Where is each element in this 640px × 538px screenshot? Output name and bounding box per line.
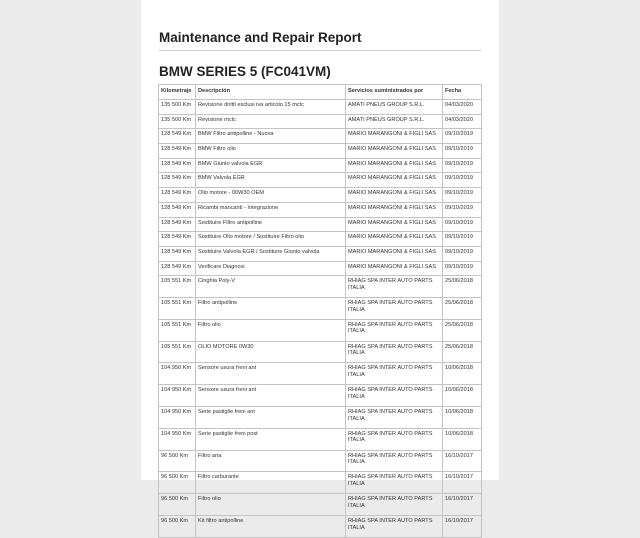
cell-provider: RHIAG SPA INTER AUTO PARTS ITALIA (346, 450, 443, 472)
cell-date: 09/10/2019 (443, 158, 482, 173)
table-row (159, 158, 482, 173)
cell-mileage: 104 950 Km (159, 385, 196, 407)
cell-date: 09/10/2019 (443, 217, 482, 232)
cell-provider: MARIO MARANGONI & FIGLI SAS (346, 202, 443, 217)
report-title: Maintenance and Repair Report (159, 30, 362, 45)
cell-mileage: 104 950 Km (159, 428, 196, 450)
table-row (159, 298, 482, 320)
table-row (159, 217, 482, 232)
cell-date: 25/06/2018 (443, 276, 482, 298)
cell-description: OLIO MOTORE 0W30 (196, 341, 346, 363)
cell-description: BMW Valvola EGR (196, 173, 346, 188)
table-row (159, 114, 482, 129)
table-row (159, 319, 482, 341)
table-row (159, 516, 482, 538)
header-date: Fecha (443, 85, 482, 100)
cell-description: Ricambi mancanti - Integrazione (196, 202, 346, 217)
cell-date: 25/06/2018 (443, 319, 482, 341)
cell-description: Sensore usura freni ant (196, 363, 346, 385)
cell-mileage: 105 551 Km (159, 319, 196, 341)
cell-description: Filtro olio (196, 319, 346, 341)
cell-mileage: 128 549 Km (159, 261, 196, 276)
cell-mileage: 96 500 Km (159, 516, 196, 538)
cell-description: BMW Filtro antipolline - Nuova (196, 129, 346, 144)
cell-description: Sensore usura freni ant (196, 385, 346, 407)
cell-mileage: 135 500 Km (159, 114, 196, 129)
cell-description: Revisione mctc (196, 114, 346, 129)
cell-description: Serie pastiglie freni ant (196, 407, 346, 429)
table-row (159, 202, 482, 217)
cell-provider: RHIAG SPA INTER AUTO PARTS ITALIA (346, 428, 443, 450)
cell-mileage: 128 549 Km (159, 202, 196, 217)
table-row (159, 276, 482, 298)
cell-mileage: 104 950 Km (159, 363, 196, 385)
cell-provider: MARIO MARANGONI & FIGLI SAS (346, 232, 443, 247)
cell-mileage: 128 549 Km (159, 129, 196, 144)
cell-provider: MARIO MARANGONI & FIGLI SAS (346, 158, 443, 173)
cell-mileage: 128 549 Km (159, 144, 196, 159)
cell-date: 16/10/2017 (443, 516, 482, 538)
cell-mileage: 128 549 Km (159, 158, 196, 173)
cell-mileage: 128 549 Km (159, 217, 196, 232)
cell-mileage: 96 500 Km (159, 450, 196, 472)
cell-mileage: 135 500 Km (159, 100, 196, 115)
table-row (159, 100, 482, 115)
cell-provider: MARIO MARANGONI & FIGLI SAS (346, 144, 443, 159)
cell-mileage: 105 551 Km (159, 276, 196, 298)
cell-provider: RHIAG SPA INTER AUTO PARTS ITALIA (346, 319, 443, 341)
cell-provider: RHIAG SPA INTER AUTO PARTS ITALIA (346, 276, 443, 298)
cell-provider: MARIO MARANGONI & FIGLI SAS (346, 188, 443, 203)
table-row (159, 173, 482, 188)
cell-date: 10/06/2018 (443, 407, 482, 429)
table-row (159, 407, 482, 429)
cell-description: Cinghia Poly-V (196, 276, 346, 298)
cell-provider: MARIO MARANGONI & FIGLI SAS (346, 129, 443, 144)
cell-mileage: 128 549 Km (159, 246, 196, 261)
cell-provider: RHIAG SPA INTER AUTO PARTS ITALIA (346, 472, 443, 494)
cell-provider: RHIAG SPA INTER AUTO PARTS ITALIA (346, 385, 443, 407)
cell-provider: MARIO MARANGONI & FIGLI SAS (346, 246, 443, 261)
cell-date: 09/10/2019 (443, 188, 482, 203)
table-row (159, 428, 482, 450)
cell-provider: RHIAG SPA INTER AUTO PARTS ITALIA (346, 494, 443, 516)
table-row (159, 129, 482, 144)
cell-description: Verificare Diagnosi (196, 261, 346, 276)
cell-date: 09/10/2019 (443, 232, 482, 247)
cell-date: 16/10/2017 (443, 494, 482, 516)
cell-mileage: 105 551 Km (159, 298, 196, 320)
table-row (159, 261, 482, 276)
cell-provider: MARIO MARANGONI & FIGLI SAS (346, 261, 443, 276)
table-row (159, 188, 482, 203)
cell-date: 09/10/2019 (443, 129, 482, 144)
cell-description: Sostituire Olio motore / Sostituire Filtro olio (196, 232, 346, 247)
header-description: Descripción (196, 85, 346, 100)
table-row (159, 363, 482, 385)
cell-mileage: 128 549 Km (159, 232, 196, 247)
cell-date: 09/10/2019 (443, 246, 482, 261)
cell-description: Filtro antipolline (196, 298, 346, 320)
table-row (159, 450, 482, 472)
table-row (159, 232, 482, 247)
cell-provider: RHIAG SPA INTER AUTO PARTS ITALIA (346, 298, 443, 320)
cell-date: 09/10/2019 (443, 202, 482, 217)
cell-mileage: 105 551 Km (159, 341, 196, 363)
cell-date: 09/10/2019 (443, 144, 482, 159)
title-divider (159, 50, 481, 51)
cell-provider: RHIAG SPA INTER AUTO PARTS ITALIA (346, 516, 443, 538)
header-provider: Servicios suministrados por (346, 85, 443, 100)
cell-date: 10/06/2018 (443, 428, 482, 450)
cell-date: 04/03/2020 (443, 114, 482, 129)
cell-description: Filtro carburante (196, 472, 346, 494)
cell-provider: RHIAG SPA INTER AUTO PARTS ITALIA (346, 363, 443, 385)
cell-date: 25/06/2018 (443, 298, 482, 320)
cell-mileage: 128 549 Km (159, 188, 196, 203)
cell-mileage: 96 500 Km (159, 494, 196, 516)
cell-description: Olio motore - 00W30 OEM (196, 188, 346, 203)
cell-date: 09/10/2019 (443, 261, 482, 276)
cell-mileage: 96 500 Km (159, 472, 196, 494)
cell-description: Revisione diritti esclusi iva articolo 15 mctc (196, 100, 346, 115)
cell-date: 10/06/2018 (443, 385, 482, 407)
cell-date: 09/10/2019 (443, 173, 482, 188)
cell-mileage: 128 549 Km (159, 173, 196, 188)
cell-description: Sostituire Filtro antipolline (196, 217, 346, 232)
vehicle-title: BMW SERIES 5 (FC041VM) (159, 64, 331, 79)
cell-description: BMW Giunto valvola EGR (196, 158, 346, 173)
cell-description: Sostituire Valvola EGR / Sostituire Giunto valvola (196, 246, 346, 261)
table-row (159, 472, 482, 494)
cell-description: Filtro aria (196, 450, 346, 472)
cell-description: BMW Filtro olio (196, 144, 346, 159)
cell-provider: AMATI PNEUS GROUP S.R.L. (346, 100, 443, 115)
cell-provider: AMATI PNEUS GROUP S.R.L. (346, 114, 443, 129)
table-row (159, 341, 482, 363)
table-header-row (159, 85, 482, 100)
service-history-table (158, 84, 482, 538)
table-row (159, 494, 482, 516)
table-row (159, 144, 482, 159)
cell-date: 16/10/2017 (443, 450, 482, 472)
table-row (159, 246, 482, 261)
cell-date: 25/06/2018 (443, 341, 482, 363)
cell-provider: MARIO MARANGONI & FIGLI SAS (346, 217, 443, 232)
report-page (141, 0, 499, 531)
cell-description: Kit filtro antipolline (196, 516, 346, 538)
cell-date: 10/06/2018 (443, 363, 482, 385)
cell-mileage: 104 950 Km (159, 407, 196, 429)
cell-date: 16/10/2017 (443, 472, 482, 494)
cell-description: Filtro olio (196, 494, 346, 516)
cell-date: 04/03/2020 (443, 100, 482, 115)
table-row (159, 385, 482, 407)
cell-provider: RHIAG SPA INTER AUTO PARTS ITALIA (346, 341, 443, 363)
cell-provider: RHIAG SPA INTER AUTO PARTS ITALIA (346, 407, 443, 429)
header-mileage: Kilometraje (159, 85, 196, 100)
cell-provider: MARIO MARANGONI & FIGLI SAS (346, 173, 443, 188)
table-body (159, 100, 482, 538)
cell-description: Serie pastiglie freni post (196, 428, 346, 450)
